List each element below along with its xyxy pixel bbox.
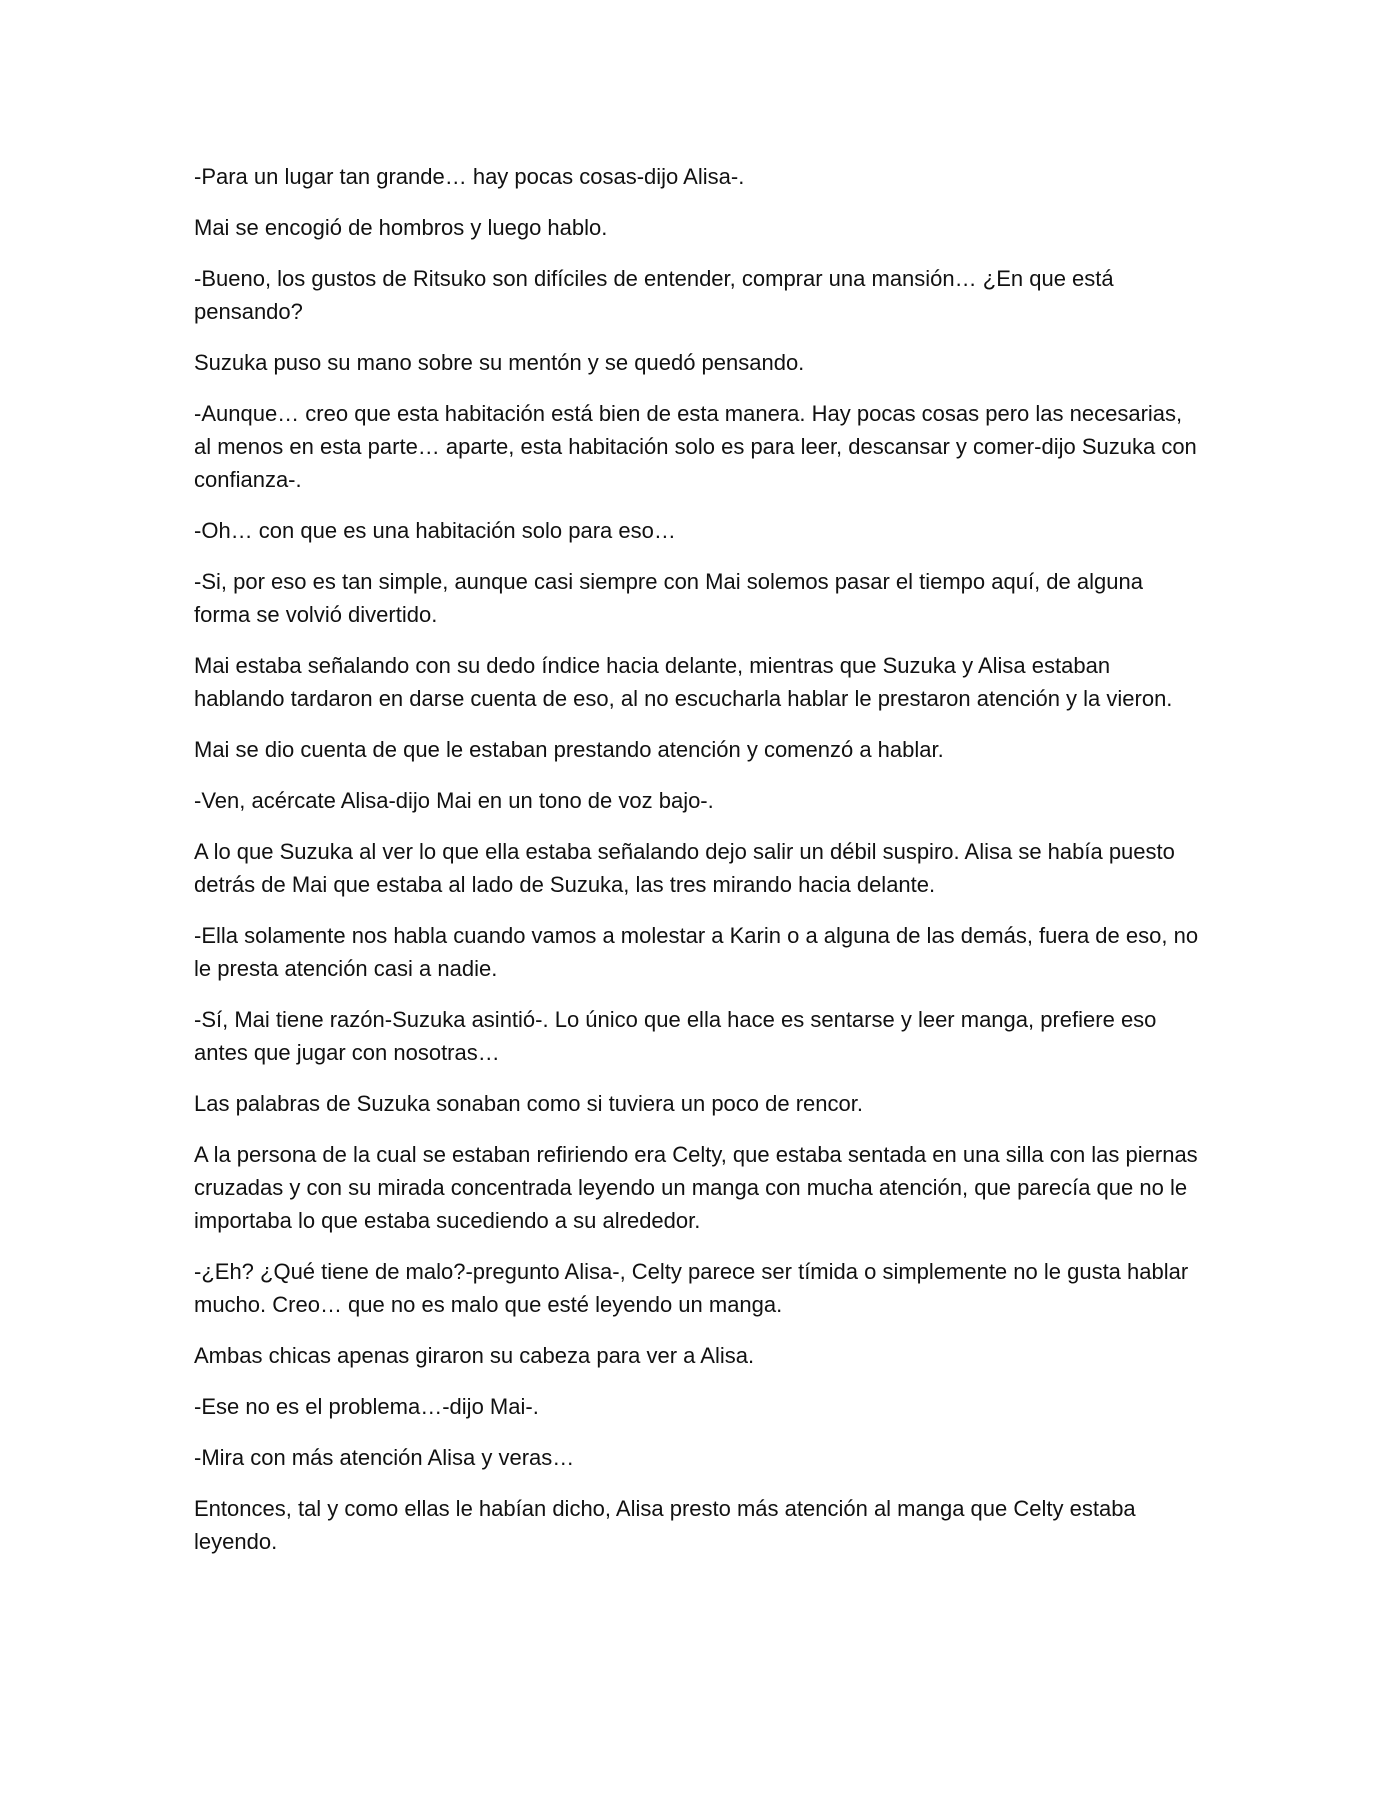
paragraph-11: A lo que Suzuka al ver lo que ella estaba señalando dejo salir un débil suspiro. Alisa se había puesto detrás de Mai que estaba al lado de Suzuka, las tres mirando hacia delante.: [194, 839, 1175, 897]
paragraph-14: Las palabras de Suzuka sonaban como si tuviera un poco de rencor.: [194, 1091, 863, 1116]
paragraph-7: -Si, por eso es tan simple, aunque casi siempre con Mai solemos pasar el tiempo aquí, de alguna forma se volvió divertido.: [194, 569, 1143, 627]
paragraph-16: -¿Eh? ¿Qué tiene de malo?-pregunto Alisa-, Celty parece ser tímida o simplemente no le gusta hablar mucho. Creo… que no es malo que esté leyendo un manga.: [194, 1259, 1189, 1317]
paragraph-18: -Ese no es el problema…-dijo Mai-.: [194, 1394, 539, 1419]
document-body: [194, 160, 1204, 1576]
paragraph-6: -Oh… con que es una habitación solo para eso…: [194, 518, 676, 543]
paragraph-2: Mai se encogió de hombros y luego hablo.: [194, 215, 608, 240]
paragraph-8: Mai estaba señalando con su dedo índice hacia delante, mientras que Suzuka y Alisa estaban hablando tardaron en darse cuenta de eso, al no escucharla hablar le prestaron atención y la vieron.: [194, 653, 1173, 711]
paragraph-17: Ambas chicas apenas giraron su cabeza para ver a Alisa.: [194, 1343, 755, 1368]
paragraph-12: -Ella solamente nos habla cuando vamos a molestar a Karin o a alguna de las demás, fuera de eso, no le presta atención casi a nadie.: [194, 923, 1199, 981]
paragraph-20: Entonces, tal y como ellas le habían dicho, Alisa presto más atención al manga que Celty estaba leyendo.: [194, 1496, 1136, 1554]
paragraph-1: -Para un lugar tan grande… hay pocas cosas-dijo Alisa-.: [194, 164, 745, 189]
paragraph-4: Suzuka puso su mano sobre su mentón y se quedó pensando.: [194, 350, 805, 375]
paragraph-5: -Aunque… creo que esta habitación está bien de esta manera. Hay pocas cosas pero las necesarias, al menos en esta parte… aparte, esta habitación solo es para leer, descansar y comer-dijo Suzuka con confianza-.: [194, 401, 1197, 492]
paragraph-3: -Bueno, los gustos de Ritsuko son difíciles de entender, comprar una mansión… ¿En que está pensando?: [194, 266, 1114, 324]
paragraph-15: A la persona de la cual se estaban refiriendo era Celty, que estaba sentada en una silla con las piernas cruzadas y con su mirada concentrada leyendo un manga con mucha atención, que parecía que no le importaba lo que estaba sucediendo a su alrededor.: [194, 1142, 1198, 1233]
paragraph-9: Mai se dio cuenta de que le estaban prestando atención y comenzó a hablar.: [194, 737, 944, 762]
paragraph-13: -Sí, Mai tiene razón-Suzuka asintió-. Lo único que ella hace es sentarse y leer manga, prefiere eso antes que jugar con nosotras…: [194, 1007, 1157, 1065]
paragraph-10: -Ven, acércate Alisa-dijo Mai en un tono de voz bajo-.: [194, 788, 714, 813]
paragraph-19: -Mira con más atención Alisa y veras…: [194, 1445, 575, 1470]
